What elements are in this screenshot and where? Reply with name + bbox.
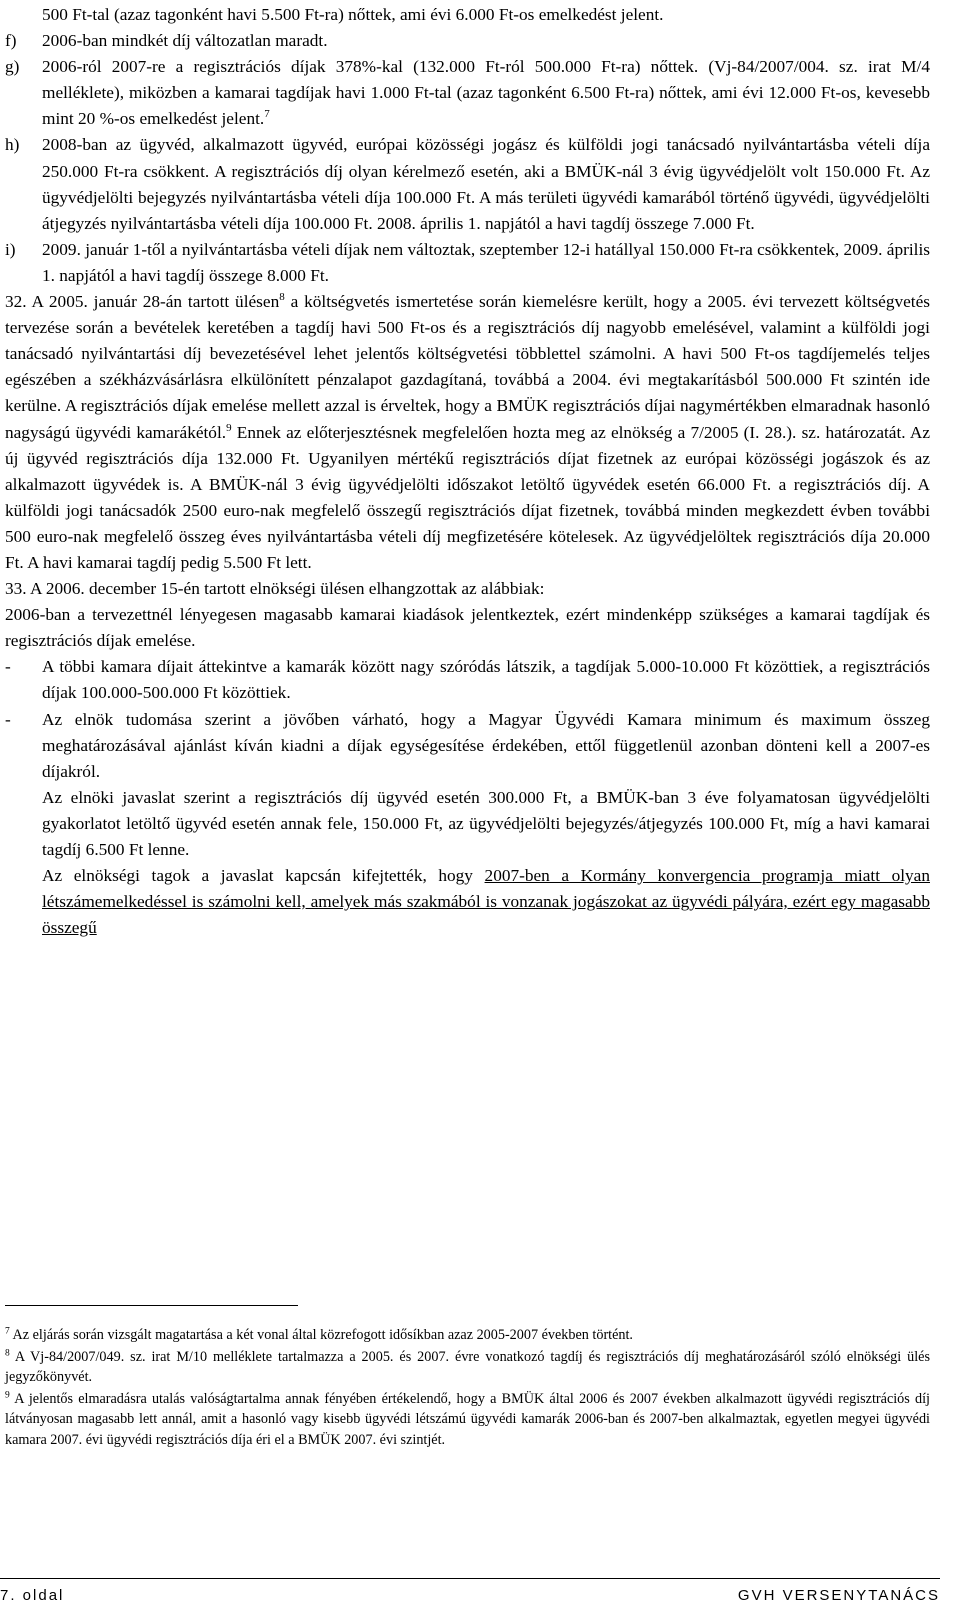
footnote-9: $^9$ A jelentős elmaradásra utalás valóságtartalma annak fényében értékelendő, hogy a BMÜK által 2006 és 2007 években alkalmazott ügyvédi regisztrációs díj látványosan magasabb lett annál, amit a hasonló vagy kisebb ügyvédi létszámú ügyvédi kamarák 2006-ban és 2007-ben alkalmaztak, egyetlen megyei ügyvédi kamara 2007. évi ügyvédi regisztrációs díja éri el a BMÜK 2007. évi szintjét. [5, 1390, 930, 1448]
list-item-text: 2006-ban mindkét díj változatlan maradt. [42, 31, 328, 51]
list-marker: f) [5, 31, 17, 51]
underlined-text: 2007-ben a Kormány konvergencia programja miatt olyan létszámemelkedéssel is számolni kell, amelyek más szakmából is vonzanak jogászokat az ügyvédi pályára, ezért egy magasabb összegű [42, 866, 930, 938]
proposal-paragraph: Az elnöki javaslat szerint a regisztrációs díj ügyvéd esetén 300.000 Ft, a BMÜK-ban 3 éve folyamatosan ügyvédjelölti gyakorlatot letöltő ügyvéd esetén annak fele, 150.000 Ft, az ügyvédjelölti bejegyzés/átjegyzés 100.000 Ft, míg a havi kamarai tagdíj 6.500 Ft lenne. [42, 787, 930, 859]
list-item-h [5, 132, 930, 236]
list-marker: i) [5, 239, 16, 259]
list-marker: h) [5, 135, 20, 155]
page-number: 7. oldal [0, 1587, 65, 1604]
main-text [5, 2, 930, 941]
footnote-ref-8[interactable]: 8 [279, 291, 285, 304]
bullet-item [5, 654, 930, 706]
footnote-separator [5, 1305, 298, 1306]
footnote-8: $^8$ A Vj-84/2007/049. sz. irat M/10 melléklete tartalmazza a 2005. és 2007. évre vonatkozó tagdíj és regisztrációs díj meghatározásáról szóló elnökségi ülés jegyzőkönyvét. [5, 1347, 930, 1386]
list-item-text: 2008-ban az ügyvéd, alkalmazott ügyvéd, európai közösségi jogász és külföldi jogi tanácsadó nyilvántartásba vételi díja 250.000 Ft-ra csökkent. A regisztrációs díj olyan kérelmező esetén, aki a BMÜK-nál 3 évig ügyvédjelölt volt 150.000 Ft. Az ügyvédjelölti bejegyzés nyilvántartásba vételi díja 100.000 Ft. A más területi ügyvédi kamarából történő ügyvédi, ügyvédjelölti átjegyzés nyilvántartásba vételi díja 100.000 Ft. 2008. április 1. napjától a havi tagdíj összege 7.000 Ft. [42, 135, 930, 233]
list-item-text: 2006-ról 2007-re a regisztrációs díjak 378%-kal (132.000 Ft-ról 500.000 Ft-ra) nőttek. (Vj-84/2007/004. sz. irat M/4 melléklete), miközben a kamarai tagdíjak havi 1.000 Ft-tal (azaz tagonként 6.500 Ft-ra) nőttek, ami évi 12.000 Ft-os, kevesebb mint 20 %-os emelkedést jelent. [42, 57, 930, 129]
bullet-dash: - [5, 657, 11, 677]
list-item-i [5, 237, 930, 289]
footnote-ref-9[interactable]: 9 [226, 421, 232, 434]
bullet-item [5, 707, 930, 785]
paragraph-32: 32. A 2005. január 28-án tartott ülésen$^8$ a költségvetés ismertetése során kiemelésre került, hogy a 2005. évi tervezett költségvetés tervezése során a bevételek keretében a tagdíj havi 500 Ft-os és a regisztrációs díj nagyobb emelésével, valamint a külföldi jogi tanácsadó nyilvántartási díj bevezetésével lehet jelentős költségvetési többlettel számolni. A havi 500 Ft-os tagdíjemelés teljes egészében a székházvásárlásra elkülönített pénzalapot gazdagítaná, továbbá a 2004. évi megtakarításból 500.000 Ft szintén ide kerülne. A regisztrációs díjak emelése mellett azzal is érveltek, hogy a BMÜK regisztrációs díjai nagymértékben elmaradnak hasonló nagyságú ügyvédi kamarákétól.$^9$ Ennek az előterjesztésnek megfelelően hozta meg az elnökség a 7/2005 (I. 28.). sz. határozatát. Az új ügyvéd regisztrációs díja 132.000 Ft. Ugyanilyen mértékű regisztrációs díjat fizetnek az európai közösségi jogászok és az alkalmazott ügyvédek is. A BMÜK-nál 3 évig ügyvédjelölti időszakot letöltő ügyvédek esetén 66.000 Ft. a regisztrációs díj. A külföldi jogi tanácsadók 2500 euro-nak megfelelő összegű regisztrációs díjat fizetnek, továbbá minden megkezdett évben további 500 euro-nak megfelelő összeg éves nyilvántartásba vételi díj megfizetésére kötelesek. Az ügyvédjelöltek regisztrációs díja 20.000 Ft. A havi kamarai tagdíj pedig 5.500 Ft lett. [5, 291, 930, 572]
list-item-f [5, 28, 930, 54]
footnote-7: $^7$ Az eljárás során vizsgált magatartása a két vonal által közrefogott idősíkban azaz 2005-2007 években történt. [5, 1326, 633, 1343]
bullet-text: A többi kamara díjait áttekintve a kamarák között nagy szóródás látszik, a tagdíjak 5.000-10.000 Ft közöttiek, a regisztrációs díjak 100.000-500.000 Ft közöttiek. [42, 657, 930, 703]
footnote-ref-7[interactable]: 7 [264, 108, 270, 121]
list-marker: g) [5, 57, 20, 77]
members-paragraph: Az elnökségi tagok a javaslat kapcsán kifejtették, hogy 2007-ben a Kormány konvergencia programja miatt olyan létszámemelkedéssel is számolni kell, amelyek más szakmából is vonzanak jogászokat az ügyvédi pályára, ezért egy magasabb összegű [42, 866, 930, 938]
item-continuation: 500 Ft-tal (azaz tagonként havi 5.500 Ft-ra) nőttek, ami évi 6.000 Ft-os emelkedést jelent. [42, 5, 664, 24]
paragraph-33-intro: 33. A 2006. december 15-én tartott elnökségi ülésen elhangzottak az alábbiak: [5, 579, 545, 599]
bullet-dash: - [5, 709, 11, 729]
bullet-text: Az elnök tudomása szerint a jövőben várható, hogy a Magyar Ügyvédi Kamara minimum és maximum összeg meghatározásával ajánlást kíván kiadni a díjak egységesítése érdekében, ettől függetlenül azonban dönteni kell a 2007-es díjakról. [42, 709, 930, 781]
paragraph-33-body: 2006-ban a tervezettnél lényegesen magasabb kamarai kiadások jelentkeztek, ezért mindenképp szükséges a kamarai tagdíjak és regisztrációs díjak emelése. [5, 605, 930, 651]
organization-name: GVH VERSENYTANÁCS [737, 1587, 940, 1604]
list-item-g [5, 54, 930, 132]
list-item-text: 2009. január 1-től a nyilvántartásba vételi díjak nem változtak, szeptember 12-i hatállyal 150.000 Ft-ra csökkentek, 2009. április 1. napjától a havi tagdíj összege 8.000 Ft. [42, 239, 930, 285]
footer-rule [0, 1578, 940, 1579]
footnotes [5, 1325, 930, 1452]
